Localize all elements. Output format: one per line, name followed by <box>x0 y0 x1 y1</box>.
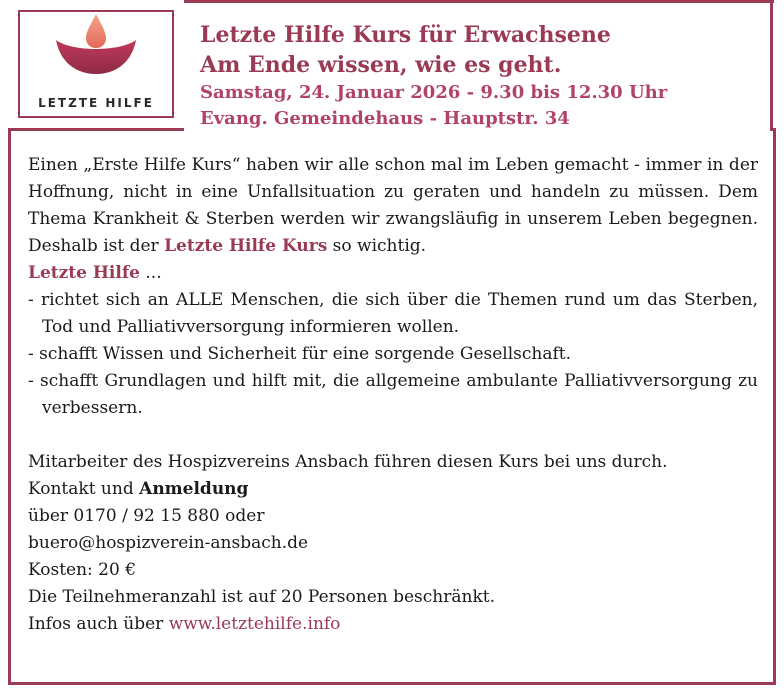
list-lead-rest: ... <box>139 263 162 283</box>
place-line: Evang. Gemeindehaus - Hauptstr. 34 <box>200 108 570 129</box>
info-prefix: Infos auch über <box>28 614 169 634</box>
list-item: - schafft Grundlagen und hilft mit, die allgemeine ambulante Palliativversorgung zu verbessern. <box>28 371 758 418</box>
contact-line-2 <box>28 476 758 503</box>
email-line[interactable]: buero@hospizverein-ansbach.de <box>28 533 309 553</box>
title-line-1: Letzte Hilfe Kurs für Erwachsene <box>200 22 611 48</box>
spacer <box>28 422 758 449</box>
body-text <box>28 152 758 638</box>
logo-wordmark: LETZTE HILFE <box>38 96 154 110</box>
info-line <box>28 611 758 638</box>
logo <box>18 10 174 118</box>
registration-label: Anmeldung <box>139 479 249 499</box>
frame-top-border <box>184 0 774 3</box>
website-link[interactable]: www.letztehilfe.info <box>168 614 341 634</box>
list-item: - schafft Wissen und Sicherheit für eine sorgende Gesellschaft. <box>28 344 572 364</box>
list-lead-highlight: Letzte Hilfe <box>28 263 140 283</box>
date-line: Samstag, 24. Januar 2026 - 9.30 bis 12.30 Uhr <box>200 82 668 103</box>
title-line-2: Am Ende wissen, wie es geht. <box>200 52 562 78</box>
list-item: - richtet sich an ALLE Menschen, die sich über die Themen rund um das Sterben, Tod und Palliativversorgung informieren wollen. <box>28 290 758 337</box>
intro-part-1: Einen „Erste Hilfe Kurs“ haben wir alle schon mal im Leben gemacht - immer in der Hoffnung, nicht in eine Unfallsituation zu geraten und handeln zu müssen. Dem Thema Krankheit & Sterben werden wir zwangsläufig in unserem Leben begegnen. Deshalb ist der <box>28 155 758 256</box>
contact-line-1: Mitarbeiter des Hospizvereins Ansbach führen diesen Kurs bei uns durch. <box>28 452 668 472</box>
intro-part-2: so wichtig. <box>327 236 427 256</box>
frame-right-upper-border <box>770 0 773 131</box>
list-lead <box>28 260 758 287</box>
chalice-with-flame-icon <box>20 12 172 92</box>
intro-paragraph <box>28 152 758 260</box>
intro-highlight: Letzte Hilfe Kurs <box>164 236 328 256</box>
cost-line: Kosten: 20 € <box>28 560 137 580</box>
phone-line: über 0170 / 92 15 880 oder <box>28 506 265 526</box>
header <box>200 20 760 132</box>
contact-prefix: Kontakt und <box>28 479 140 499</box>
limit-line: Die Teilnehmeranzahl ist auf 20 Personen beschränkt. <box>28 587 495 607</box>
